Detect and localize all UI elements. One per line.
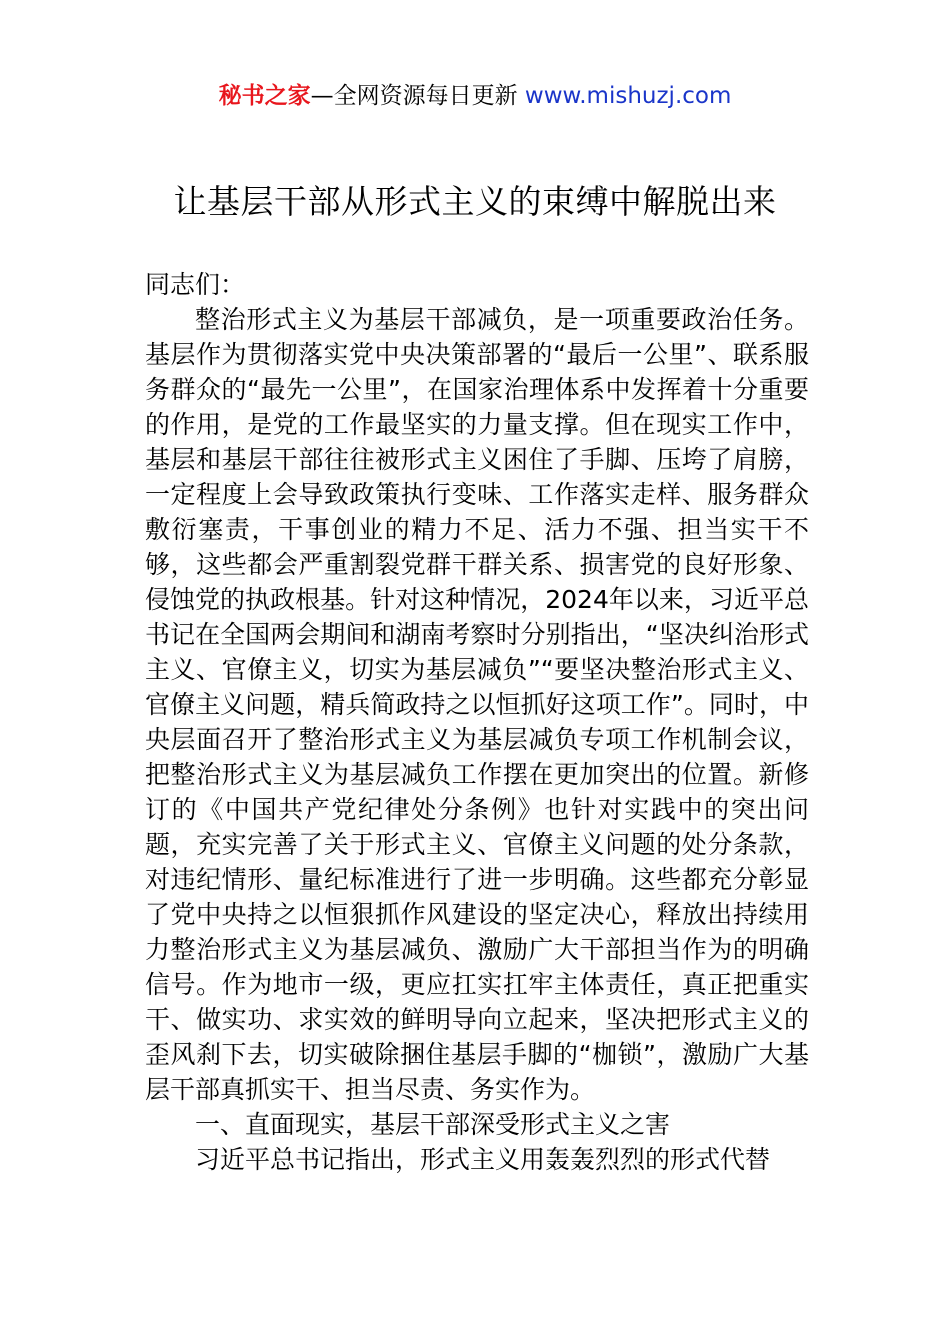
document-title: 让基层干部从形式主义的束缚中解脱出来 [173,182,777,221]
site-url-link[interactable]: www.mishuzj.com [524,83,732,109]
greeting: 同志们： [145,270,246,299]
document-body [145,267,809,1177]
site-tagline: —全网资源每日更新 [310,83,525,109]
site-header [0,80,950,112]
paragraph-2: 习近平总书记指出，形式主义用轰轰烈烈的形式代替 [195,1145,771,1174]
paragraph-1: 整治形式主义为基层干部减负，是一项重要政治任务。基层作为贯彻落实党中央决策部署的“最后一公里”、联系服务群众的“最先一公里”，在国家治理体系中发挥着十分重要的作用，是党的工作最坚实的力量支撑。但在现实工作中，基层和基层干部往往被形式主义困住了手脚、压垮了肩膀，一定程度上会导致政策执行变味、工作落实走样、服务群众敷衍塞责，干事创业的精力不足、活力不强、担当实干不够，这些都会严重割裂党群干群关系、损害党的良好形象、侵蚀党的执政根基。针对这种情况，2024年以来，习近平总书记在全国两会期间和湖南考察时分别指出，“坚决纠治形式主义、官僚主义，切实为基层减负”“要坚决整治形式主义、官僚主义问题，精兵简政持之以恒抓好这项工作”。同时，中央层面召开了整治形式主义为基层减负专项工作机制会议，把整治形式主义为基层减负工作摆在更加突出的位置。新修订的《中国共产党纪律处分条例》也针对实践中的突出问题，充实完善了关于形式主义、官僚主义问题的处分条款，对违纪情形、量纪标准进行了进一步明确。这些都充分彰显了党中央持之以恒狠抓作风建设的坚定决心，释放出持续用力整治形式主义为基层减负、激励广大干部担当作为的明确信号。作为地市一级，更应扛实扛牢主体责任，真正把重实干、做实功、求实效的鲜明导向立起来，坚决把形式主义的歪风刹下去，切实破除捆住基层手脚的“枷锁”，激励广大基层干部真抓实干、担当尽责、务实作为。 [145,305,809,1104]
section-heading-1: 一、直面现实，基层干部深受形式主义之害 [195,1110,671,1139]
site-name: 秘书之家 [218,83,311,109]
